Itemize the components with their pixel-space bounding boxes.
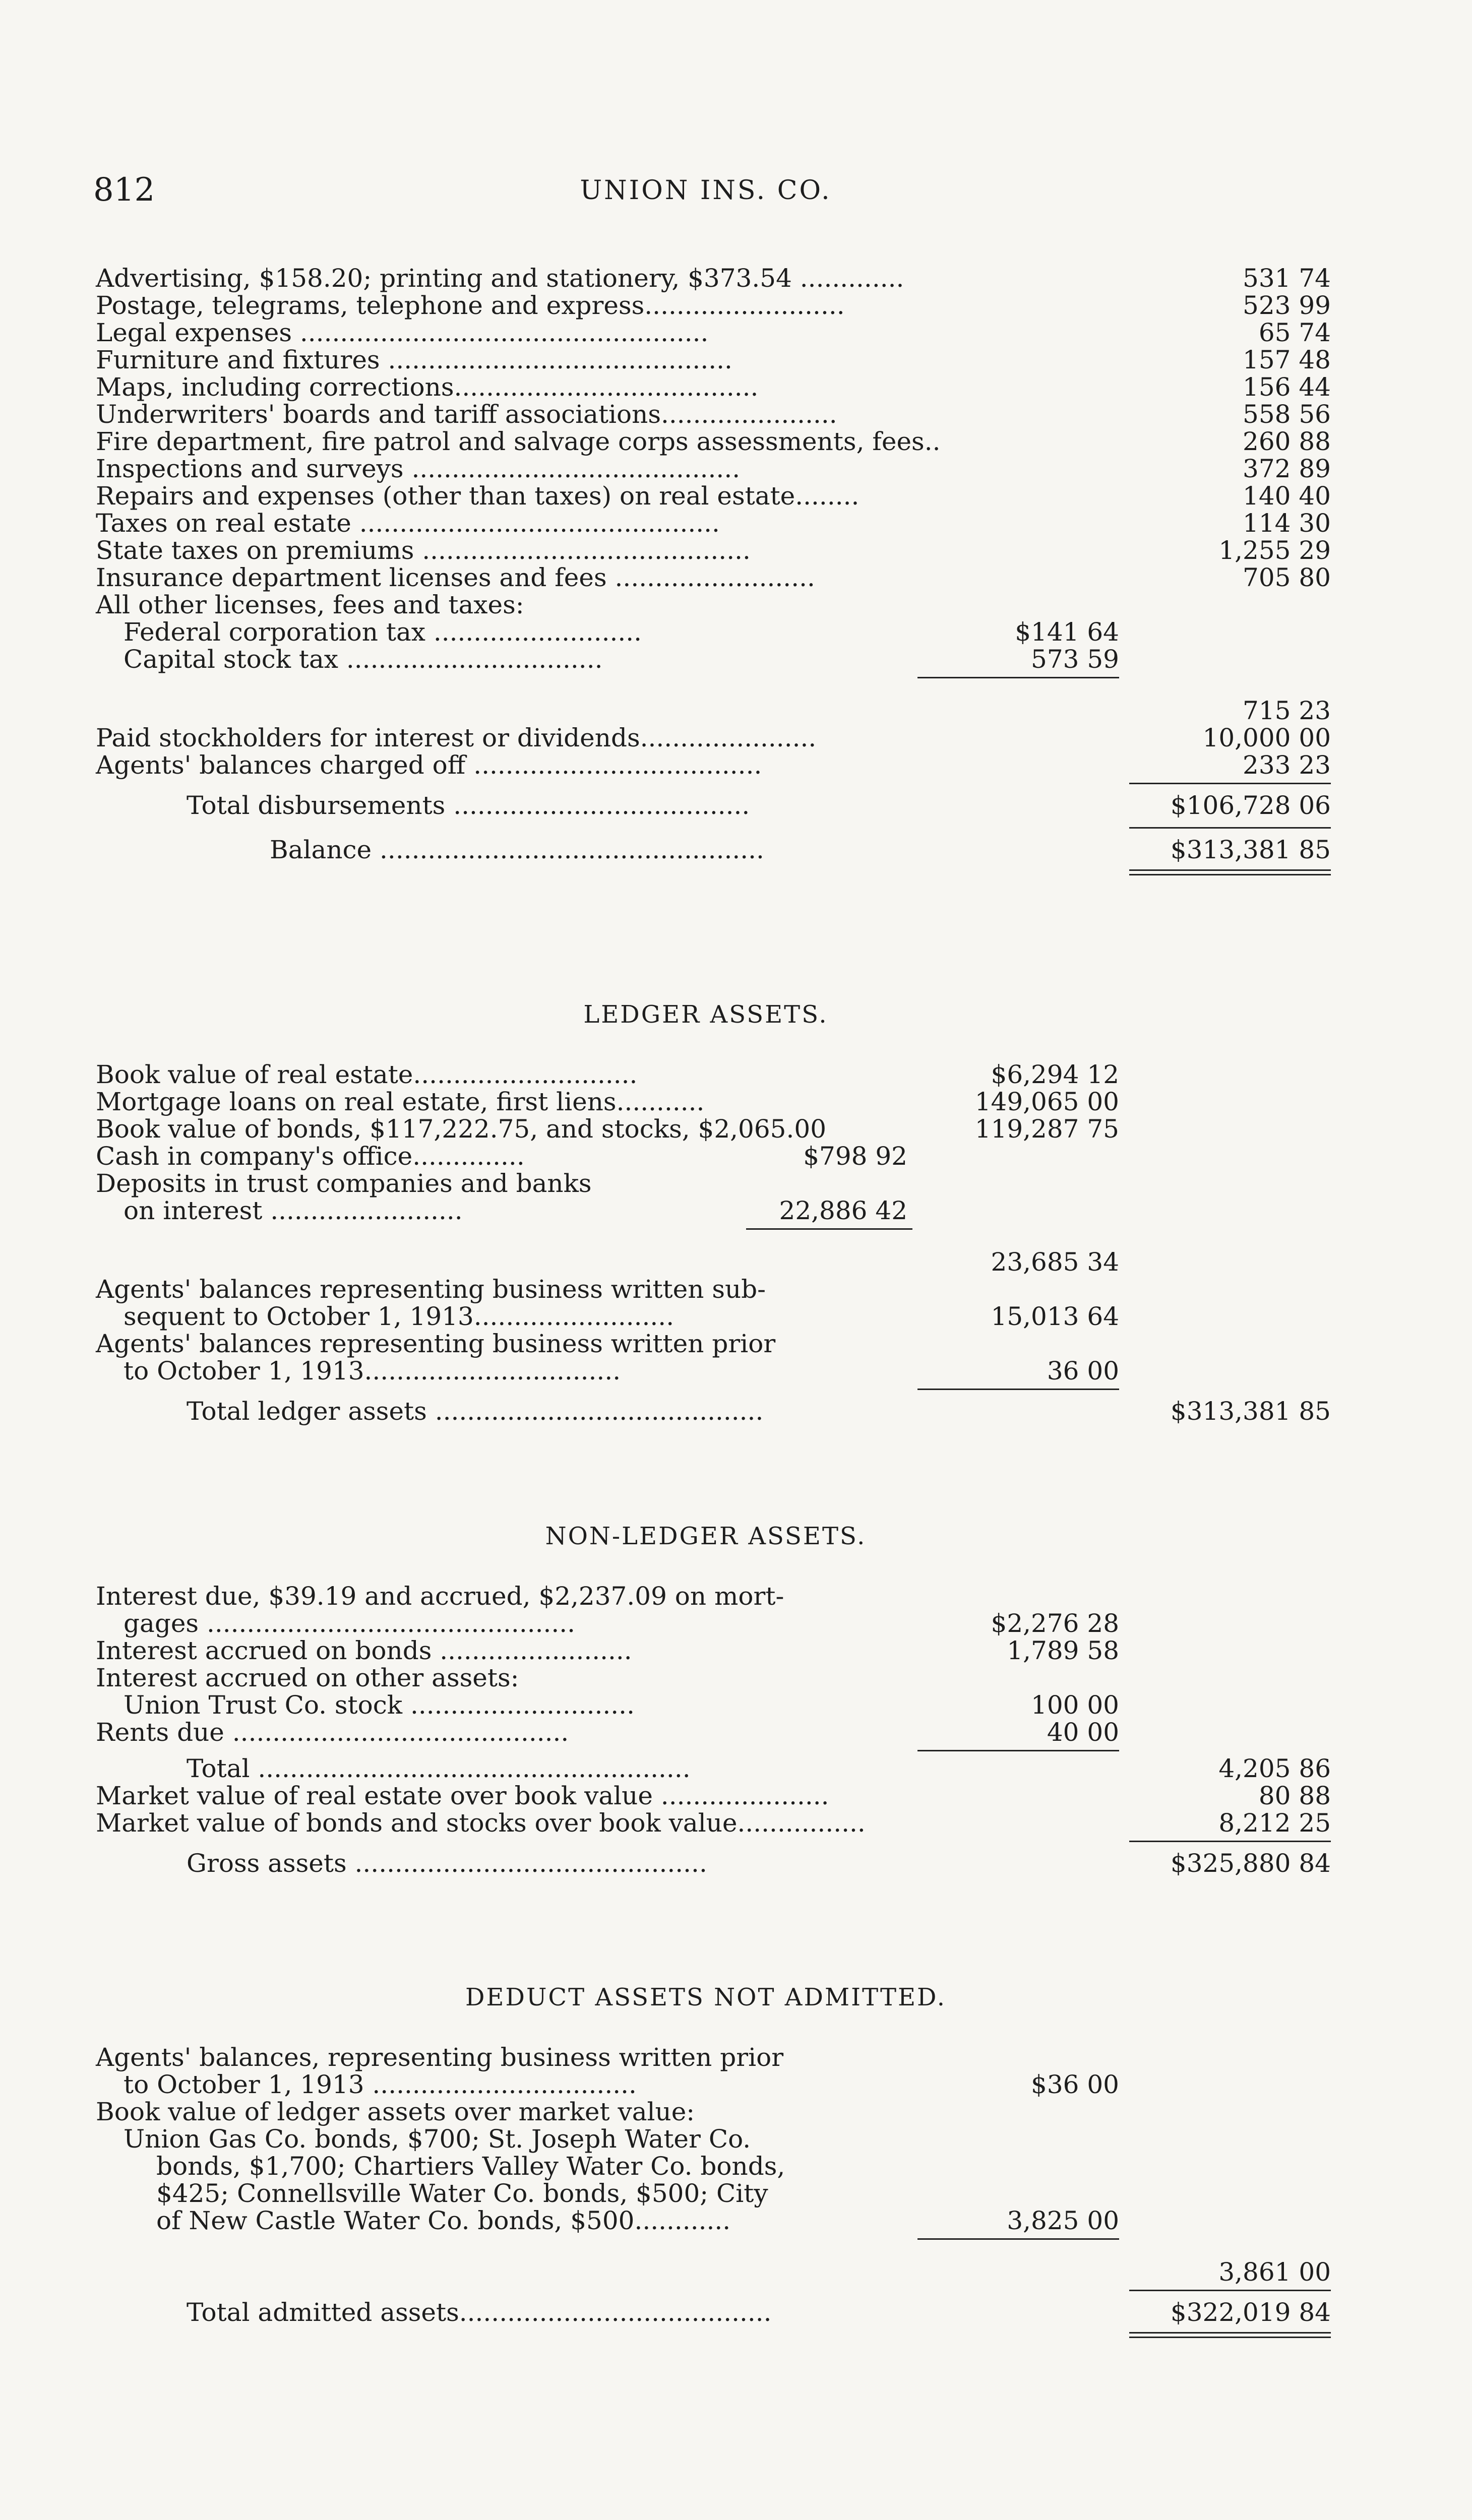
ledger-row: 23,685 34 xyxy=(991,1247,1119,1277)
disbursement-row: Maps, including corrections...................................... 156 44 xyxy=(96,372,1331,402)
capital-tax-row: Capital stock tax ................................ 573 59 xyxy=(124,645,1119,674)
disbursement-row: Furniture and fixtures ........................................... 157 48 xyxy=(96,345,1331,374)
not-admitted-row: Union Gas Co. bonds, $700; St. Joseph Water Co. xyxy=(124,2124,751,2154)
disbursement-row: Inspections and surveys ......................................... 372 89 xyxy=(96,454,1331,483)
balance-row: Balance ................................................ $313,381 85 xyxy=(270,835,1331,864)
disbursement-row: Taxes on real estate ............................................. 114 30 xyxy=(96,509,1331,538)
disbursement-row: Fire department, fire patrol and salvage corps assessments, fees.. 260 88 xyxy=(96,427,1331,456)
non-ledger-row: Market value of bonds and stocks over book value................ 8,212 25 xyxy=(96,1808,1331,1838)
ledger-row: Mortgage loans on real estate, first liens........... 149,065 00 xyxy=(96,1087,1119,1116)
not-admitted-section xyxy=(96,2044,1331,2341)
ledger-assets-section xyxy=(96,1061,1331,1429)
not-admitted-row: bonds, $1,700; Chartiers Valley Water Co. bonds, xyxy=(156,2152,785,2181)
disbursement-row: Insurance department licenses and fees ......................... 705 80 xyxy=(96,563,1331,592)
rule xyxy=(96,2234,1331,2243)
non-ledger-assets-title: NON-LEDGER ASSETS. xyxy=(545,1522,867,1550)
agents-charged-off-row: Agents' balances charged off .................................... 233 23 xyxy=(96,750,1331,780)
non-ledger-row: Union Trust Co. stock ............................ 100 00 xyxy=(124,1690,1119,1720)
non-ledger-row: gages .............................................. $2,276 28 xyxy=(124,1609,1119,1638)
not-admitted-subtotal-row: 3,861 00 xyxy=(1218,2257,1331,2287)
ledger-row: sequent to October 1, 1913......................... 15,013 64 xyxy=(124,1302,1119,1331)
page-number: 812 xyxy=(93,171,155,209)
ledger-row: Cash in company's office.............. $798 92 xyxy=(96,1142,907,1171)
disbursement-row: Advertising, $158.20; printing and stationery, $373.54 ............. 531 74 xyxy=(96,264,1331,293)
ledger-row: on interest ........................ 22,886 42 xyxy=(124,1196,907,1225)
non-ledger-row: Rents due .......................................... 40 00 xyxy=(96,1718,1119,1747)
page-header xyxy=(0,171,1472,217)
other-taxes-total-row: 715 23 xyxy=(1243,696,1331,725)
rule xyxy=(96,823,1331,832)
not-admitted-title: DEDUCT ASSETS NOT ADMITTED. xyxy=(465,1983,947,2011)
not-admitted-row: to October 1, 1913 ................................. $36 00 xyxy=(124,2070,1119,2099)
non-ledger-row: Interest accrued on bonds ........................ 1,789 58 xyxy=(96,1636,1119,1665)
rule xyxy=(96,2286,1331,2295)
gross-assets-row: Gross assets ............................................ $325,880 84 xyxy=(187,1849,1331,1878)
paid-stockholders-row: Paid stockholders for interest or dividends...................... 10,000 00 xyxy=(96,723,1331,752)
non-ledger-total-row: Total ...................................................... 4,205 86 xyxy=(187,1754,1331,1783)
ledger-assets-title: LEDGER ASSETS. xyxy=(583,1000,828,1029)
other-taxes-heading: All other licenses, fees and taxes: xyxy=(96,590,524,619)
federal-tax-row: Federal corporation tax .......................... $141 64 xyxy=(124,617,1119,647)
non-ledger-row: Market value of real estate over book value ..................... 80 88 xyxy=(96,1781,1331,1810)
rule xyxy=(96,779,1331,788)
disbursement-row: Repairs and expenses (other than taxes) on real estate........ 140 40 xyxy=(96,481,1331,511)
not-admitted-row: of New Castle Water Co. bonds, $500............ 3,825 00 xyxy=(156,2206,1119,2235)
ledger-row: Book value of real estate............................ $6,294 12 xyxy=(96,1060,1119,1089)
page-title: UNION INS. CO. xyxy=(580,175,832,206)
total-ledger-assets-row: Total ledger assets ......................................... $313,381 85 xyxy=(187,1397,1331,1426)
ledger-row: Deposits in trust companies and banks xyxy=(96,1169,592,1198)
rule xyxy=(96,673,1331,682)
rule xyxy=(96,1837,1331,1846)
disbursement-row: Underwriters' boards and tariff associations...................... 558 56 xyxy=(96,400,1331,429)
non-ledger-assets-section xyxy=(96,1583,1331,1881)
disbursement-row: State taxes on premiums ......................................... 1,255 29 xyxy=(96,536,1331,565)
non-ledger-row: Interest accrued on other assets: xyxy=(96,1663,519,1692)
not-admitted-row: Book value of ledger assets over market value: xyxy=(96,2097,695,2126)
non-ledger-row: Interest due, $39.19 and accrued, $2,237.09 on mort- xyxy=(96,1582,784,1611)
disbursement-row: Legal expenses ................................................... 65 74 xyxy=(96,318,1331,347)
not-admitted-row: $425; Connellsville Water Co. bonds, $500; City xyxy=(156,2179,768,2208)
total-disbursements-row: Total disbursements ..................................... $106,728 06 xyxy=(187,791,1331,820)
double-rule xyxy=(96,867,1331,878)
ledger-row: Book value of bonds, $117,222.75, and stocks, $2,065.00 119,287 75 xyxy=(96,1114,1119,1144)
disbursement-row: Postage, telegrams, telephone and express......................... 523 99 xyxy=(96,291,1331,320)
ledger-row: Agents' balances representing business written sub- xyxy=(96,1275,766,1304)
not-admitted-row: Agents' balances, representing business written prior xyxy=(96,2043,784,2072)
double-rule xyxy=(96,2330,1331,2341)
total-admitted-assets-row: Total admitted assets....................................... $322,019 84 xyxy=(187,2298,1331,2327)
rule xyxy=(96,1224,1331,1233)
ledger-row: to October 1, 1913................................ 36 00 xyxy=(124,1356,1119,1385)
rule xyxy=(96,1384,1331,1394)
disbursements-section xyxy=(96,265,1331,878)
ledger-row: Agents' balances representing business written prior xyxy=(96,1329,776,1358)
